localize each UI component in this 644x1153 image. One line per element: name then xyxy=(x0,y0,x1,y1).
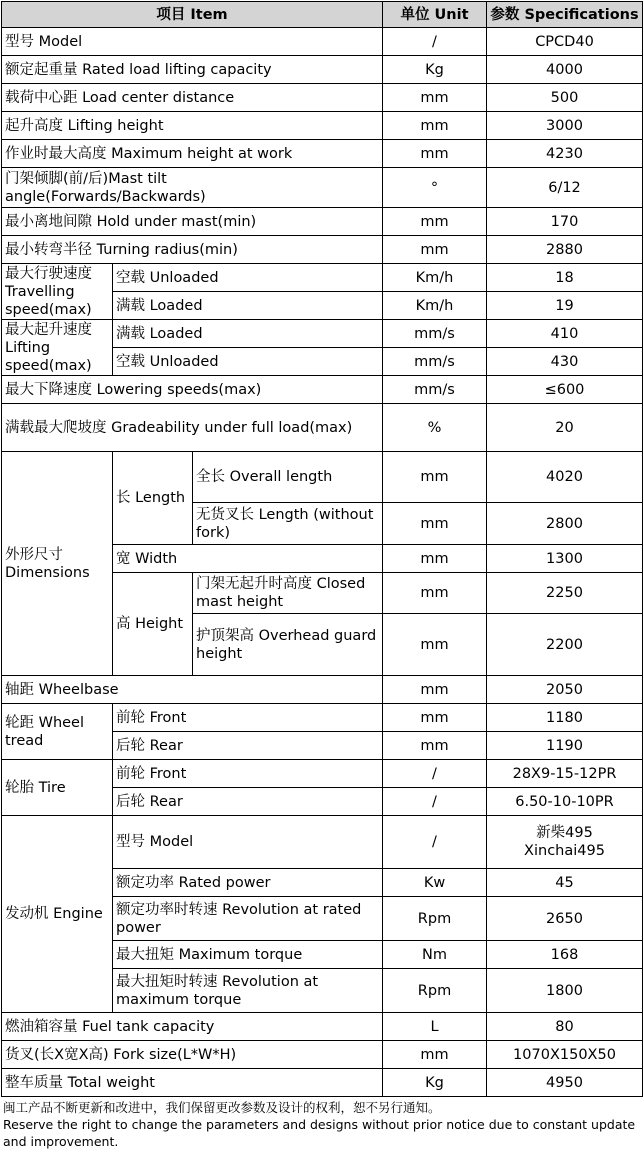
table-row xyxy=(2,704,643,732)
row-label: 空载 Unloaded xyxy=(113,348,383,376)
row-value: 4230 xyxy=(487,140,643,168)
group-label: 外形尺寸 Dimensions xyxy=(2,452,113,676)
row-value: 500 xyxy=(487,84,643,112)
row-label: 宽 Width xyxy=(113,545,383,573)
table-row xyxy=(2,264,643,292)
row-value: 1300 xyxy=(487,545,643,573)
table-header xyxy=(2,2,643,28)
table-row xyxy=(2,760,643,788)
table-row xyxy=(2,676,643,704)
row-value: 3000 xyxy=(487,112,643,140)
table-row xyxy=(2,84,643,112)
row-label: 门架无起升时高度 Closed mast height xyxy=(193,573,383,614)
row-value: 1190 xyxy=(487,732,643,760)
subgroup-label: 长 Length xyxy=(113,452,193,545)
spec-table xyxy=(1,1,643,1097)
row-value: 168 xyxy=(487,941,643,969)
disclaimer-cn: 闽工产品不断更新和改进中，我们保留更改参数及设计的权利，恕不另行通知。 xyxy=(3,1100,441,1115)
row-value: 1180 xyxy=(487,704,643,732)
row-label: 燃油箱容量 Fuel tank capacity xyxy=(2,1013,383,1041)
row-value: 19 xyxy=(487,292,643,320)
row-label: 后轮 Rear xyxy=(113,788,383,816)
disclaimer-en: Reserve the right to change the parameters and designs without prior notice due to constant update and improvement. xyxy=(3,1117,636,1149)
table-row xyxy=(2,404,643,452)
subgroup-label: 高 Height xyxy=(113,573,193,676)
row-label: 作业时最大高度 Maximum height at work xyxy=(2,140,383,168)
row-label: 空载 Unloaded xyxy=(113,264,383,292)
row-unit: mm xyxy=(383,84,487,112)
row-unit: Nm xyxy=(383,941,487,969)
row-unit: Rpm xyxy=(383,969,487,1013)
row-unit: mm/s xyxy=(383,320,487,348)
row-label: 起升高度 Lifting height xyxy=(2,112,383,140)
row-unit: L xyxy=(383,1013,487,1041)
table-row xyxy=(2,236,643,264)
row-value: ≤600 xyxy=(487,376,643,404)
row-unit: mm xyxy=(383,236,487,264)
row-unit: ° xyxy=(383,168,487,208)
row-label: 护顶架高 Overhead guard height xyxy=(193,614,383,676)
row-value: 45 xyxy=(487,869,643,897)
table-row xyxy=(2,1013,643,1041)
row-label: 型号 Model xyxy=(2,28,383,56)
row-label: 最大扭矩 Maximum torque xyxy=(113,941,383,969)
table-row xyxy=(2,56,643,84)
row-unit: mm xyxy=(383,732,487,760)
row-unit: Km/h xyxy=(383,292,487,320)
row-unit: mm/s xyxy=(383,376,487,404)
table-row xyxy=(2,28,643,56)
row-value: 4950 xyxy=(487,1069,643,1097)
row-label: 整车质量 Total weight xyxy=(2,1069,383,1097)
row-unit: mm xyxy=(383,452,487,503)
table-row xyxy=(2,816,643,869)
row-label: 前轮 Front xyxy=(113,760,383,788)
row-label: 全长 Overall length xyxy=(193,452,383,503)
row-label: 型号 Model xyxy=(113,816,383,869)
row-unit: mm xyxy=(383,503,487,545)
row-unit: mm xyxy=(383,545,487,573)
disclaimer xyxy=(3,1099,641,1150)
row-value: 2050 xyxy=(487,676,643,704)
row-unit: mm xyxy=(383,112,487,140)
group-label: 轮胎 Tire xyxy=(2,760,113,816)
row-label: 最大扭矩时转速 Revolution at maximum torque xyxy=(113,969,383,1013)
row-label: 满载 Loaded xyxy=(113,320,383,348)
group-label: 最大起升速度 Lifting speed(max) xyxy=(2,320,113,376)
row-value: 6.50-10-10PR xyxy=(487,788,643,816)
group-label: 最大行驶速度 Travelling speed(max) xyxy=(2,264,113,320)
table-row xyxy=(2,1069,643,1097)
row-label: 满载最大爬坡度 Gradeability under full load(max) xyxy=(2,404,383,452)
row-unit: Km/h xyxy=(383,264,487,292)
table-row xyxy=(2,208,643,236)
row-unit: Rpm xyxy=(383,897,487,941)
table-row xyxy=(2,112,643,140)
row-unit: Kg xyxy=(383,56,487,84)
row-value: 20 xyxy=(487,404,643,452)
row-value: 1800 xyxy=(487,969,643,1013)
row-unit: / xyxy=(383,816,487,869)
row-unit: / xyxy=(383,28,487,56)
group-label: 发动机 Engine xyxy=(2,816,113,1013)
row-value: 2880 xyxy=(487,236,643,264)
table-row xyxy=(2,452,643,503)
row-unit: mm xyxy=(383,208,487,236)
row-label: 货叉(长X宽X高) Fork size(L*W*H) xyxy=(2,1041,383,1069)
row-unit: mm xyxy=(383,676,487,704)
row-label: 载荷中心距 Load center distance xyxy=(2,84,383,112)
row-value: 4000 xyxy=(487,56,643,84)
row-unit: Kg xyxy=(383,1069,487,1097)
table-row xyxy=(2,140,643,168)
row-unit: mm xyxy=(383,1041,487,1069)
row-unit: mm xyxy=(383,614,487,676)
row-unit: mm xyxy=(383,140,487,168)
row-label: 最小离地间隙 Hold under mast(min) xyxy=(2,208,383,236)
row-unit: / xyxy=(383,788,487,816)
row-label: 额定功率 Rated power xyxy=(113,869,383,897)
table-row xyxy=(2,168,643,208)
row-value: 4020 xyxy=(487,452,643,503)
row-value: 28X9-15-12PR xyxy=(487,760,643,788)
header-spec: 参数 Specifications xyxy=(487,2,643,28)
row-value: 2200 xyxy=(487,614,643,676)
row-unit: / xyxy=(383,760,487,788)
row-label: 额定起重量 Rated load lifting capacity xyxy=(2,56,383,84)
row-label: 无货叉长 Length (without fork) xyxy=(193,503,383,545)
row-unit: mm/s xyxy=(383,348,487,376)
row-label: 前轮 Front xyxy=(113,704,383,732)
row-value: 410 xyxy=(487,320,643,348)
row-label: 额定功率时转速 Revolution at rated power xyxy=(113,897,383,941)
row-unit: % xyxy=(383,404,487,452)
row-unit: mm xyxy=(383,704,487,732)
row-value: 2650 xyxy=(487,897,643,941)
row-value: 2800 xyxy=(487,503,643,545)
table-row xyxy=(2,1041,643,1069)
header-item: 项目 Item xyxy=(2,2,383,28)
table-row xyxy=(2,320,643,348)
row-label: 轴距 Wheelbase xyxy=(2,676,383,704)
table-row xyxy=(2,376,643,404)
row-value: 18 xyxy=(487,264,643,292)
group-label: 轮距 Wheel tread xyxy=(2,704,113,760)
row-label: 门架倾脚(前/后)Mast tilt angle(Forwards/Backwards) xyxy=(2,168,383,208)
row-value: 80 xyxy=(487,1013,643,1041)
row-value: CPCD40 xyxy=(487,28,643,56)
row-value: 170 xyxy=(487,208,643,236)
row-label: 最大下降速度 Lowering speeds(max) xyxy=(2,376,383,404)
row-unit: Kw xyxy=(383,869,487,897)
row-unit: mm xyxy=(383,573,487,614)
row-value: 1070X150X50 xyxy=(487,1041,643,1069)
row-value: 2250 xyxy=(487,573,643,614)
row-value: 430 xyxy=(487,348,643,376)
header-unit: 单位 Unit xyxy=(383,2,487,28)
row-value: 新柴495 Xinchai495 xyxy=(487,816,643,869)
row-label: 最小转弯半径 Turning radius(min) xyxy=(2,236,383,264)
row-value: 6/12 xyxy=(487,168,643,208)
row-label: 满载 Loaded xyxy=(113,292,383,320)
row-label: 后轮 Rear xyxy=(113,732,383,760)
